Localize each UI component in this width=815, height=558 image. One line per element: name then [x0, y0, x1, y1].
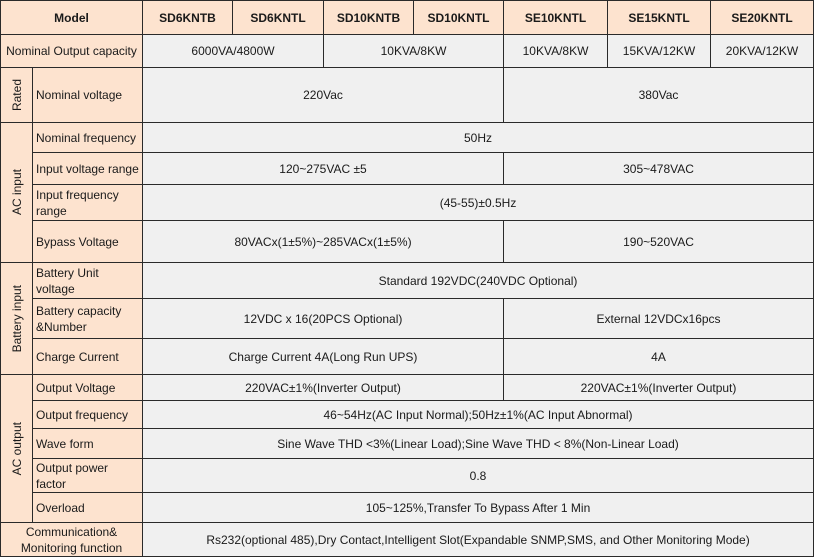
- output-frequency-label: Output frequency: [33, 401, 143, 429]
- nominal-output-sd10: 10KVA/8KW: [324, 35, 504, 68]
- nominal-output-label: Nominal Output capacity: [1, 35, 143, 68]
- model-header: Model: [1, 1, 143, 35]
- overload-label: Overload: [33, 493, 143, 523]
- group-ac-output: [1, 375, 33, 523]
- battery-capacity-row: [1, 299, 814, 339]
- bypass-voltage-sd: 80VACx(1±5%)~285VACx(1±5%): [143, 221, 504, 263]
- group-ac-input: [1, 123, 33, 263]
- charge-current-se: 4A: [504, 339, 814, 375]
- bypass-voltage-se: 190~520VAC: [504, 221, 814, 263]
- output-voltage-label: Output Voltage: [33, 375, 143, 401]
- output-voltage-se: 220VAC±1%(Inverter Output): [504, 375, 814, 401]
- battery-unit-voltage-value: Standard 192VDC(240VDC Optional): [143, 263, 814, 299]
- overload-row: [1, 493, 814, 523]
- wave-form-row: [1, 429, 814, 459]
- bypass-voltage-row: [1, 221, 814, 263]
- model-sd6kntl: SD6KNTL: [233, 1, 324, 35]
- communication-row: [1, 523, 814, 557]
- group-rated-label: Rated: [9, 78, 24, 112]
- charge-current-sd: Charge Current 4A(Long Run UPS): [143, 339, 504, 375]
- nominal-voltage-row: [1, 68, 814, 123]
- overload-value: 105~125%,Transfer To Bypass After 1 Min: [143, 493, 814, 523]
- model-se20kntl: SE20KNTL: [711, 1, 814, 35]
- charge-current-label: Charge Current: [33, 339, 143, 375]
- group-battery-input-label: Battery input: [9, 284, 24, 353]
- input-frequency-range-label: Input frequency range: [33, 185, 143, 221]
- bypass-voltage-label: Bypass Voltage: [33, 221, 143, 263]
- model-sd10kntl: SD10KNTL: [414, 1, 504, 35]
- group-battery-input: [1, 263, 33, 375]
- battery-unit-voltage-row: [1, 263, 814, 299]
- battery-capacity-se: External 12VDCx16pcs: [504, 299, 814, 339]
- model-se10kntl: SE10KNTL: [504, 1, 608, 35]
- nominal-output-se20: 20KVA/12KW: [711, 35, 814, 68]
- group-ac-output-label: AC output: [9, 421, 24, 476]
- battery-capacity-sd: 12VDC x 16(20PCS Optional): [143, 299, 504, 339]
- model-sd6kntb: SD6KNTB: [143, 1, 233, 35]
- power-factor-label: Output power factor: [33, 459, 143, 493]
- input-frequency-range-row: [1, 185, 814, 221]
- output-frequency-value: 46~54Hz(AC Input Normal);50Hz±1%(AC Input Abnormal): [143, 401, 814, 429]
- input-voltage-range-se: 305~478VAC: [504, 153, 814, 185]
- nominal-output-se15: 15KVA/12KW: [608, 35, 711, 68]
- charge-current-row: [1, 339, 814, 375]
- header-row: [1, 1, 814, 35]
- power-factor-row: [1, 459, 814, 493]
- nominal-frequency-row: [1, 123, 814, 153]
- output-voltage-sd: 220VAC±1%(Inverter Output): [143, 375, 504, 401]
- group-ac-input-label: AC input: [9, 169, 24, 216]
- model-sd10kntb: SD10KNTB: [324, 1, 414, 35]
- power-factor-value: 0.8: [143, 459, 814, 493]
- input-voltage-range-row: [1, 153, 814, 185]
- wave-form-label: Wave form: [33, 429, 143, 459]
- communication-label: Communication& Monitoring function: [1, 523, 143, 557]
- communication-value: Rs232(optional 485),Dry Contact,Intelligent Slot(Expandable SNMP,SMS, and Other Monitoring Mode): [143, 523, 814, 557]
- nominal-output-se10: 10KVA/8KW: [504, 35, 608, 68]
- wave-form-value: Sine Wave THD <3%(Linear Load);Sine Wave THD < 8%(Non-Linear Load): [143, 429, 814, 459]
- output-frequency-row: [1, 401, 814, 429]
- model-se15kntl: SE15KNTL: [608, 1, 711, 35]
- input-voltage-range-label: Input voltage range: [33, 153, 143, 185]
- battery-capacity-label: Battery capacity &Number: [33, 299, 143, 339]
- nominal-voltage-sd: 220Vac: [143, 68, 504, 123]
- nominal-frequency-label: Nominal frequency: [33, 123, 143, 153]
- nominal-voltage-se: 380Vac: [504, 68, 814, 123]
- nominal-voltage-label: Nominal voltage: [33, 68, 143, 123]
- battery-unit-voltage-label: Battery Unit voltage: [33, 263, 143, 299]
- nominal-frequency-value: 50Hz: [143, 123, 814, 153]
- nominal-output-row: [1, 35, 814, 68]
- input-voltage-range-sd: 120~275VAC ±5: [143, 153, 504, 185]
- output-voltage-row: [1, 375, 814, 401]
- input-frequency-range-value: (45-55)±0.5Hz: [143, 185, 814, 221]
- nominal-output-sd6: 6000VA/4800W: [143, 35, 324, 68]
- group-rated: [1, 68, 33, 123]
